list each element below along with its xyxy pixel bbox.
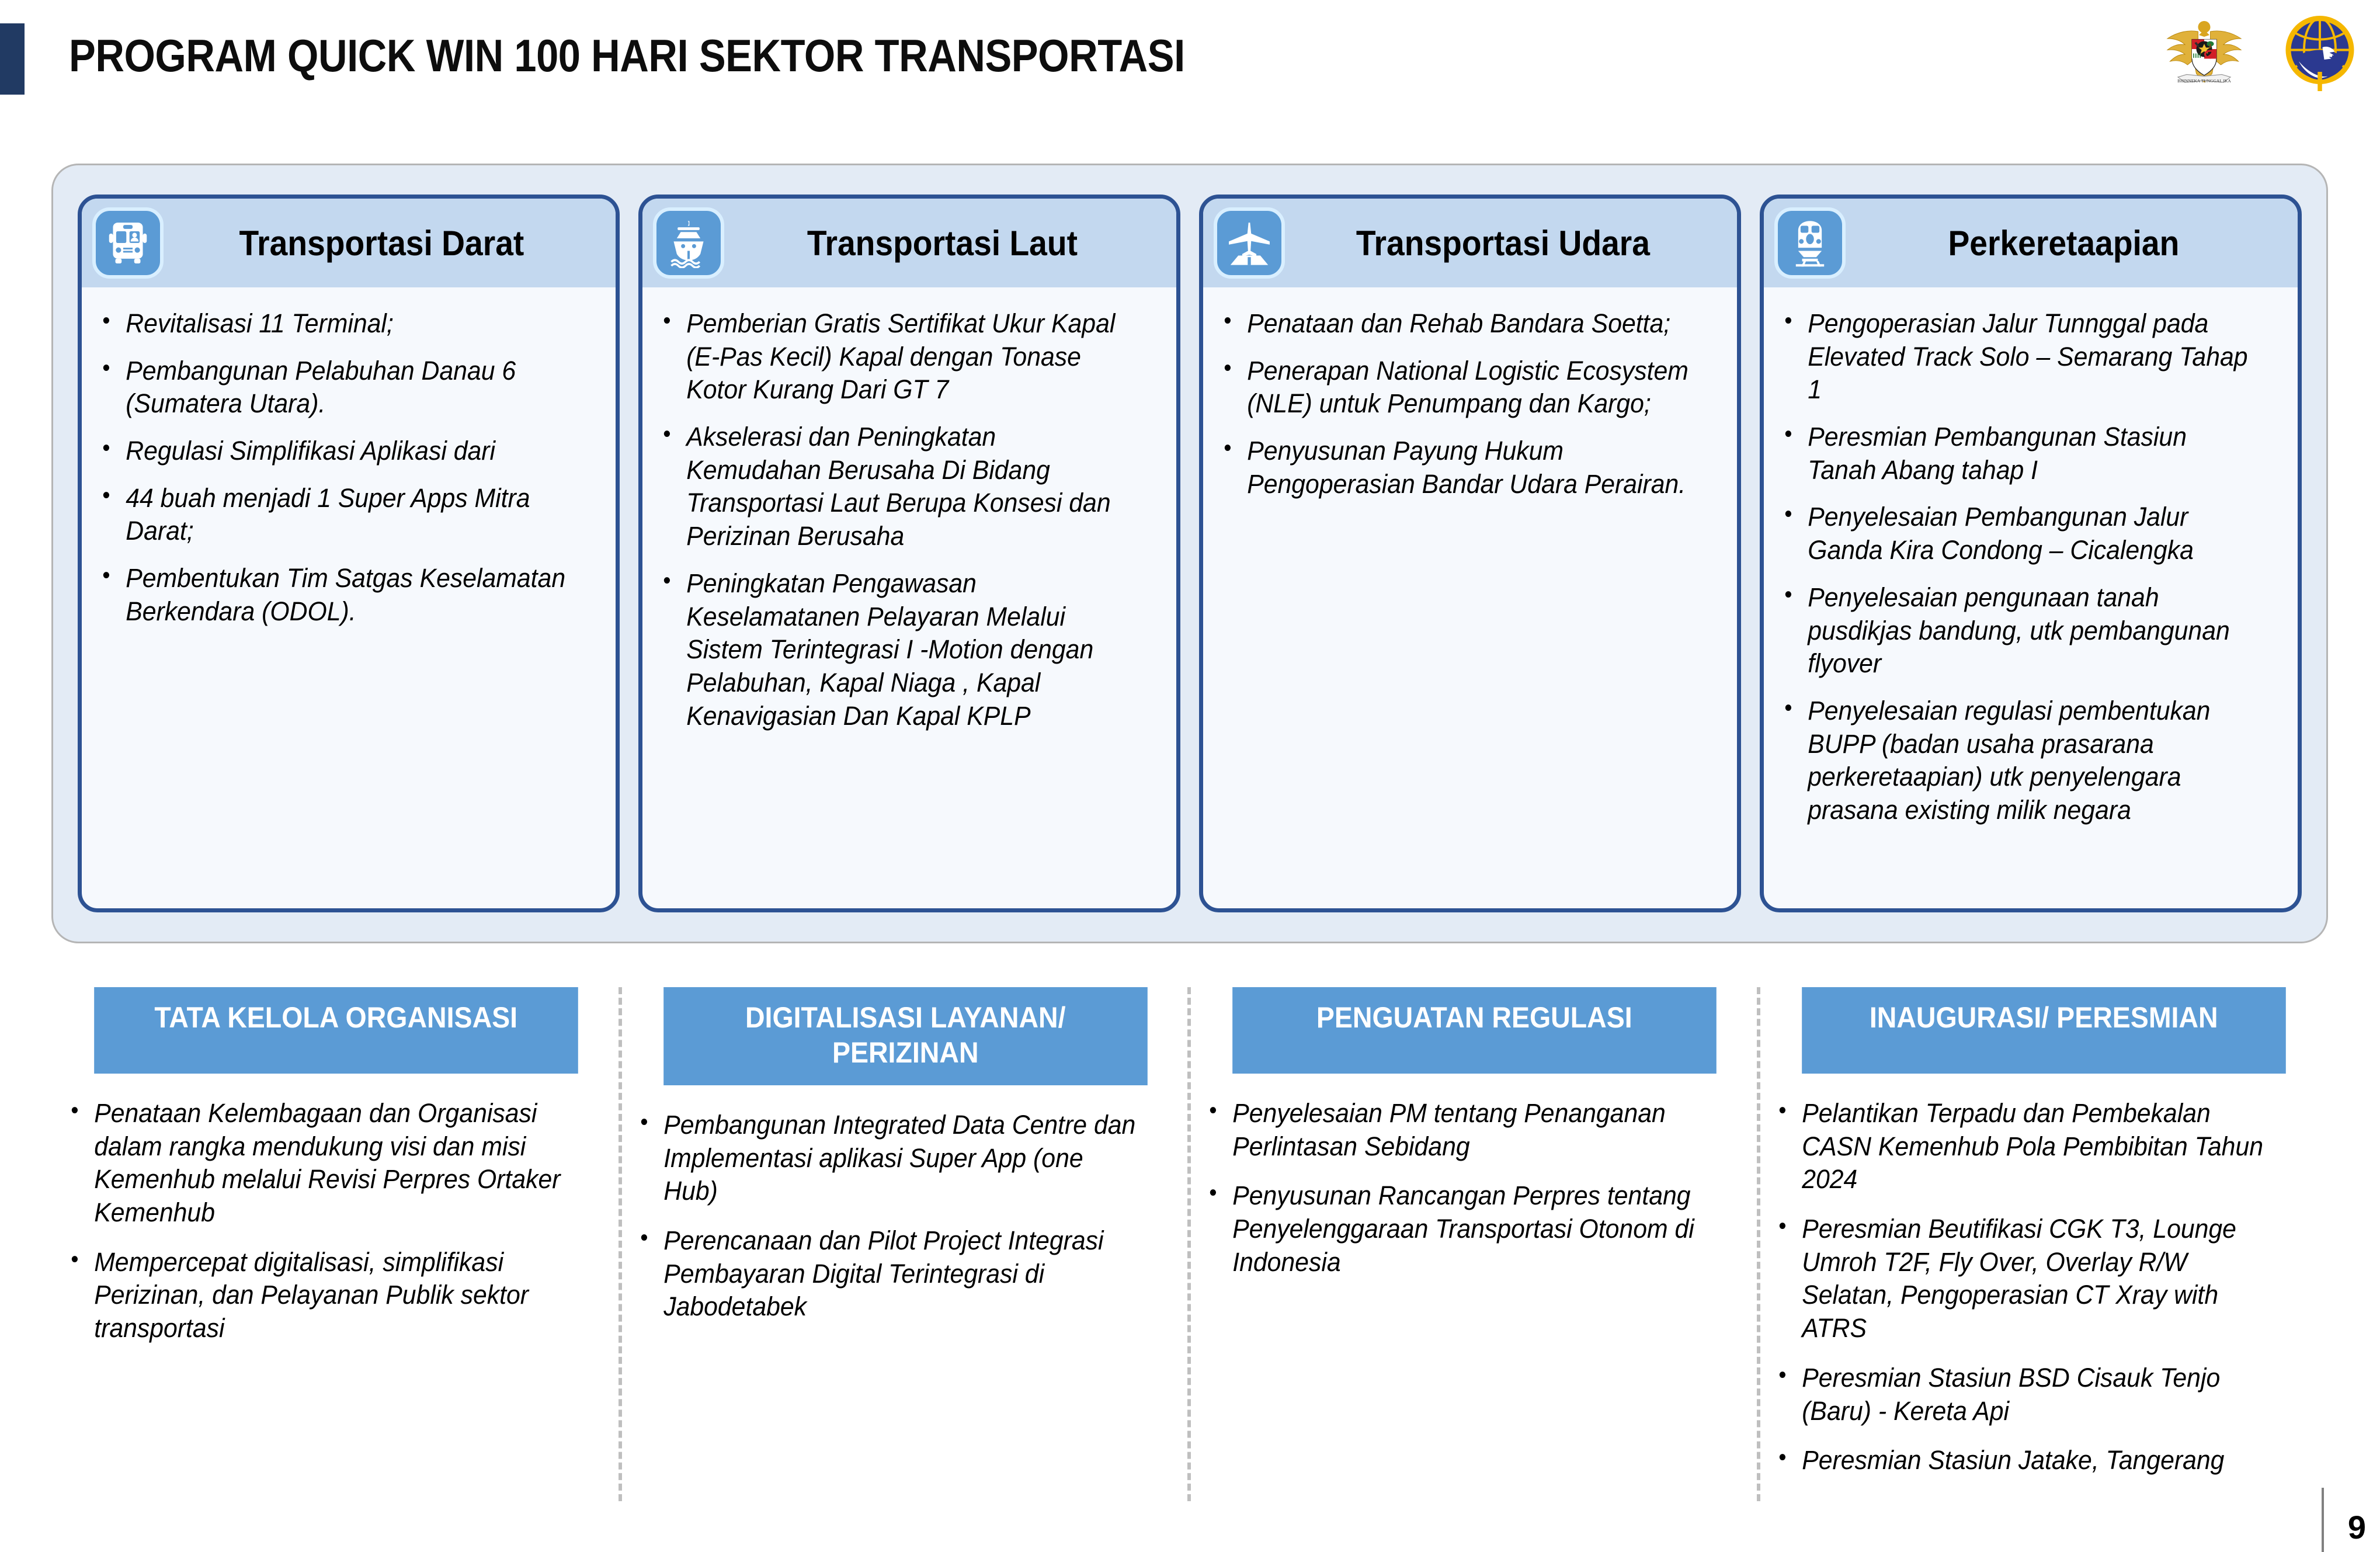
mode-card-title: Transportasi Laut xyxy=(807,223,1078,263)
list-item: • Akselerasi dan Peningkatan Kemudahan Berusaha Di Bidang Transportasi Laut Berupa Konsesi dan Perizinan Berusaha xyxy=(655,421,1134,553)
theme-column-penguatan-regulasi[interactable] xyxy=(1190,987,1759,1525)
mode-bullet-list xyxy=(655,307,1159,732)
transport-modes-panel xyxy=(51,164,2328,943)
theme-bullet-list xyxy=(1198,1097,1751,1279)
list-item: • Penataan Kelembagaan dan Organisasi dalam rangka mendukung visi dan misi Kemenhub melalui Revisi Perpres Ortaker Kemenhub xyxy=(63,1097,574,1230)
mode-card-title: Transportasi Udara xyxy=(1356,223,1650,263)
mode-card-perkeretaapian[interactable] xyxy=(1760,195,2302,912)
mode-card-header xyxy=(1203,199,1737,287)
list-item: • Penyelesaian pengunaan tanah pusdikjas bandung, utk pembangunan flyover xyxy=(1777,581,2255,680)
list-item: • Peningkatan Pengawasan Keselamatanen Pelayaran Melalui Sistem Terintegrasi I -Motion dengan Pelabuhan, Kapal Niaga , Kapal Kenavigasian Dan Kapal KPLP xyxy=(655,567,1134,732)
train-icon xyxy=(1774,207,1846,279)
mode-card-header xyxy=(1764,199,2298,287)
theme-bullet-list xyxy=(1767,1097,2320,1477)
airplane-icon xyxy=(1214,207,1285,279)
theme-column-inaugurasi[interactable] xyxy=(1759,987,2329,1525)
list-item: • Pengoperasian Jalur Tunnggal pada Elevated Track Solo – Semarang Tahap 1 xyxy=(1777,307,2255,407)
theme-bullet-list xyxy=(60,1097,613,1345)
mode-card-title: Transportasi Darat xyxy=(239,223,524,263)
list-item: • Mempercepat digitalisasi, simplifikasi Perizinan, dan Pelayanan Publik sektor transportasi xyxy=(63,1246,574,1345)
mode-bullet-list xyxy=(1216,307,1719,501)
mode-card-header xyxy=(642,199,1176,287)
mode-card-title: Perkeretaapian xyxy=(1948,223,2180,263)
mode-bullet-list xyxy=(95,307,598,629)
list-item: • Pelantikan Terpadu dan Pembekalan CASN Kemenhub Pola Pembibitan Tahun 2024 xyxy=(1771,1097,2281,1196)
page-number-divider xyxy=(2322,1488,2324,1552)
mode-card-darat[interactable] xyxy=(78,195,620,912)
list-item: • Pembangunan Pelabuhan Danau 6 (Sumatera Utara). xyxy=(95,355,573,421)
mode-card-udara[interactable] xyxy=(1199,195,1741,912)
theme-bullet-list xyxy=(629,1109,1182,1324)
page-title: PROGRAM QUICK WIN 100 HARI SEKTOR TRANSPORTASI xyxy=(69,30,1185,81)
page-number: 9 xyxy=(2347,1509,2366,1546)
logo-group xyxy=(2160,11,2364,101)
mode-bullet-list xyxy=(1777,307,2280,827)
theme-header: DIGITALISASI LAYANAN/ PERIZINAN xyxy=(663,987,1147,1085)
kemenhub-logo xyxy=(2276,11,2364,101)
list-item: • Penerapan National Logistic Ecosystem (NLE) untuk Penumpang dan Kargo; xyxy=(1216,355,1694,421)
list-item: • Peresmian Stasiun BSD Cisauk Tenjo (Baru) - Kereta Api xyxy=(1771,1362,2281,1428)
garuda-pancasila-logo xyxy=(2160,11,2248,101)
ship-icon xyxy=(653,207,724,279)
theme-header: PENGUATAN REGULASI xyxy=(1232,987,1716,1074)
list-item: • 44 buah menjadi 1 Super Apps Mitra Darat; xyxy=(95,482,573,548)
svg-text:BHINNEKA TUNGGAL IKA: BHINNEKA TUNGGAL IKA xyxy=(2177,78,2231,84)
slide-header xyxy=(0,0,2380,131)
list-item: • Peresmian Pembangunan Stasiun Tanah Abang tahap I xyxy=(1777,421,2255,487)
bus-icon xyxy=(92,207,164,279)
list-item: • Penataan dan Rehab Bandara Soetta; xyxy=(1216,307,1694,341)
theme-column-digitalisasi[interactable] xyxy=(621,987,1190,1525)
list-item: • Peresmian Beutifikasi CGK T3, Lounge Umroh T2F, Fly Over, Overlay R/W Selatan, Pengoperasian CT Xray with ATRS xyxy=(1771,1213,2281,1345)
theme-header: INAUGURASI/ PERESMIAN xyxy=(1802,987,2285,1074)
mode-card-laut[interactable] xyxy=(638,195,1180,912)
list-item: • Regulasi Simplifikasi Aplikasi dari xyxy=(95,435,573,468)
theme-column-tata-kelola[interactable] xyxy=(51,987,621,1525)
themes-section xyxy=(51,987,2328,1525)
mode-cards-row xyxy=(53,165,2326,942)
theme-header: TATA KELOLA ORGANISASI xyxy=(94,987,578,1074)
list-item: • Penyusunan Payung Hukum Pengoperasian Bandar Udara Perairan. xyxy=(1216,435,1694,501)
list-item: • Peresmian Stasiun Jatake, Tangerang xyxy=(1771,1444,2281,1477)
list-item: • Pembentukan Tim Satgas Keselamatan Berkendara (ODOL). xyxy=(95,562,573,628)
mode-card-header xyxy=(82,199,616,287)
list-item: • Pembangunan Integrated Data Centre dan Implementasi aplikasi Super App (one Hub) xyxy=(633,1109,1143,1208)
mode-card-body xyxy=(642,287,1176,908)
list-item: • Penyelesaian Pembangunan Jalur Ganda Kira Condong – Cicalengka xyxy=(1777,501,2255,567)
list-item: • Penyusunan Rancangan Perpres tentang Penyelenggaraan Transportasi Otonom di Indonesia xyxy=(1201,1179,1712,1279)
title-accent-bar xyxy=(0,23,25,95)
list-item: • Perencanaan dan Pilot Project Integrasi Pembayaran Digital Terintegrasi di Jabodetabek xyxy=(633,1224,1143,1324)
mode-card-body xyxy=(1764,287,2298,908)
list-item: • Revitalisasi 11 Terminal; xyxy=(95,307,573,341)
mode-card-body xyxy=(82,287,616,908)
list-item: • Pemberian Gratis Sertifikat Ukur Kapal (E-Pas Kecil) Kapal dengan Tonase Kotor Kurang Dari GT 7 xyxy=(655,307,1134,407)
list-item: • Penyelesaian regulasi pembentukan BUPP (badan usaha prasarana perkeretaapian) utk penyelengara prasana existing milik negara xyxy=(1777,695,2255,827)
list-item: • Penyelesaian PM tentang Penanganan Perlintasan Sebidang xyxy=(1201,1097,1712,1163)
mode-card-body xyxy=(1203,287,1737,908)
